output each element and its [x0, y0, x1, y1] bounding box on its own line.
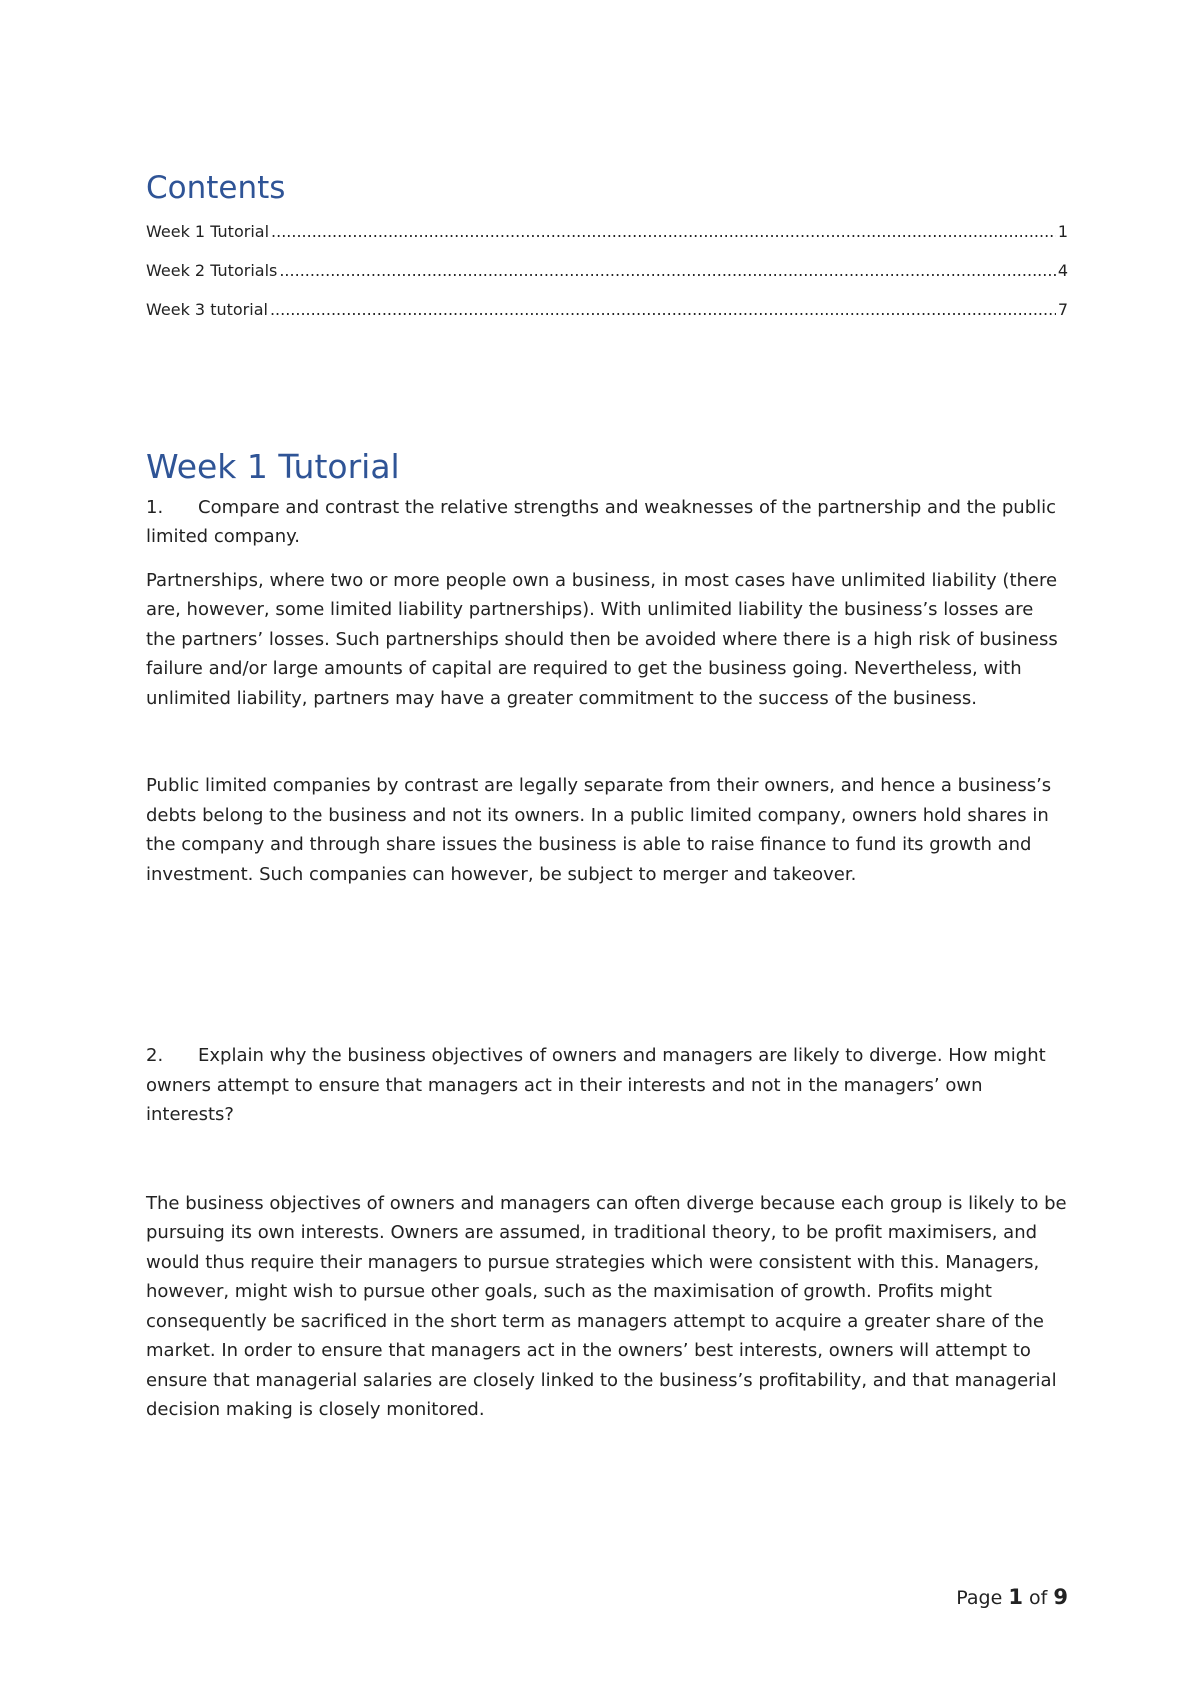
- toc-entry-week2[interactable]: [146, 260, 1068, 282]
- week1-heading: Week 1 Tutorial: [146, 447, 400, 487]
- contents-heading: Contents: [146, 170, 286, 206]
- question-text: Compare and contrast the relative strengths and weaknesses of the partnership and the public limited company.: [146, 496, 1057, 548]
- page-footer: [956, 1585, 1068, 1609]
- footer-of-word: of: [1029, 1587, 1048, 1609]
- toc-leader-dots: [279, 260, 1055, 282]
- document-content: [146, 170, 1068, 1425]
- toc-entry-label: Week 1 Tutorial: [146, 222, 270, 242]
- toc-entry-label: Week 2 Tutorials: [146, 261, 278, 281]
- footer-page-word: Page: [956, 1587, 1003, 1609]
- question-2: [146, 1041, 1068, 1130]
- question-1: [146, 493, 1068, 552]
- toc-leader-dots: [271, 221, 1056, 243]
- footer-current-page: 1: [1008, 1585, 1023, 1609]
- answer-2-paragraph: The business objectives of owners and managers can often diverge because each group is likely to be pursuing its own interests. Owners are assumed, in traditional theory, to be profit maximisers, and would thus require their managers to pursue strategies which were consistent with this. Managers, however, might wish to pursue other goals, such as the maximisation of growth. Profits might consequently be sacrificed in the short term as managers attempt to acquire a greater share of the market. In order to ensure that managers act in the owners’ best interests, owners will attempt to ensure that managerial salaries are closely linked to the business’s profitability, and that managerial decision making is closely monitored.: [146, 1192, 1067, 1421]
- question-number: 2.: [146, 1045, 164, 1067]
- toc-entry-page: 4: [1057, 261, 1068, 281]
- toc-entry-label: Week 3 tutorial: [146, 300, 268, 320]
- answer-1-paragraph-2: Public limited companies by contrast are legally separate from their owners, and hence a business’s debts belong to the business and not its owners. In a public limited company, owners hold shares in the company and through share issues the business is able to raise finance to fund its growth and investment. Such companies can however, be subject to merger and takeover.: [146, 775, 1052, 885]
- toc-entry-page: 1: [1057, 222, 1068, 242]
- question-text: Explain why the business objectives of owners and managers are likely to diverge. How might owners attempt to ensure that managers act in their interests and not in the managers’ own interests?: [146, 1045, 1046, 1126]
- footer-total-pages: 9: [1053, 1585, 1068, 1609]
- toc-leader-dots: [270, 299, 1056, 321]
- answer-1-paragraph-1: Partnerships, where two or more people own a business, in most cases have unlimited liability (there are, however, some limited liability partnerships). With unlimited liability the business’s losses are the partners’ losses. Such partnerships should then be avoided where there is a high risk of business failure and/or large amounts of capital are required to get the business going. Nevertheless, with unlimited liability, partners may have a greater commitment to the success of the business.: [146, 569, 1058, 709]
- question-number: 1.: [146, 496, 164, 518]
- toc-entry-page: 7: [1057, 300, 1068, 320]
- toc-entry-week3[interactable]: [146, 299, 1068, 321]
- toc-entry-week1[interactable]: [146, 221, 1068, 243]
